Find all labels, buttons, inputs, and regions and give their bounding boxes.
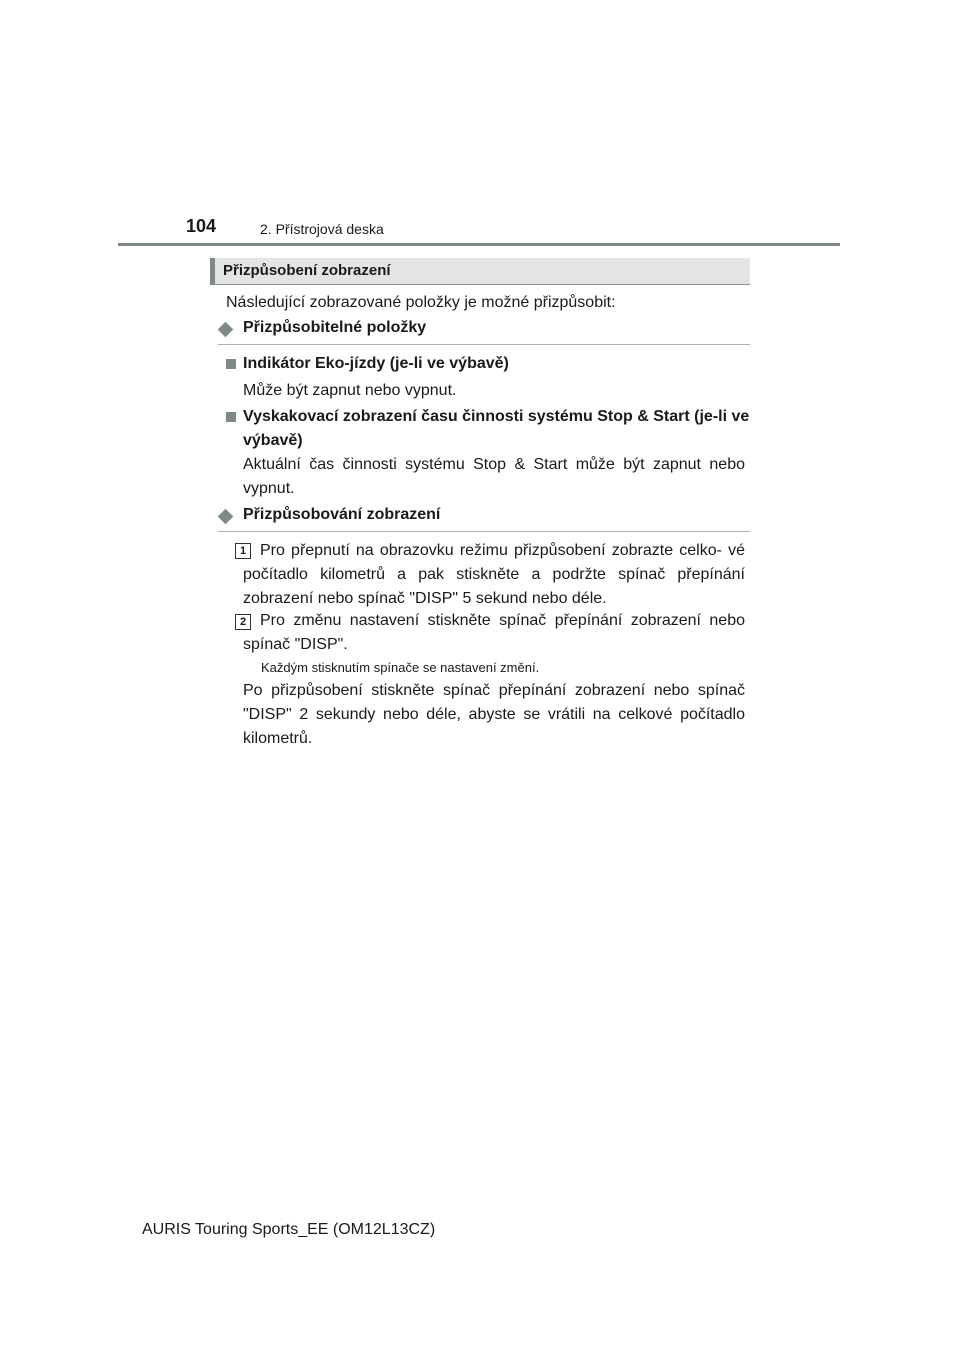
subheading-customizable-items [218,318,750,345]
subheading-customizing-display [218,505,750,532]
section-title-bar [210,258,750,285]
step-text-1: Pro přepnutí na obrazovku režimu přizpůsobení zobrazte celko- vé počítadlo kilometrů a pak stiskněte a podržte spínač přepínání zobrazení nebo spínač "DISP" 5 sekund nebo déle. [243,542,745,607]
square-bullet-icon [226,412,236,422]
square-bullet-icon [226,359,236,369]
item-heading-eco [226,352,750,376]
header-rule [118,243,840,246]
diamond-bullet-icon [218,509,234,525]
subheading-text: Přizpůsobitelné položky [243,319,427,336]
item-text-stop-start: Aktuální čas činnosti systému Stop & Start může být zapnut nebo vypnut. [243,456,745,497]
chapter-title: 2. Přístrojová deska [260,221,384,237]
step-number-2: 2 [235,614,251,630]
diamond-bullet-icon [218,322,234,338]
item-title: Vyskakovací zobrazení času činnosti systému Stop & Start (je-li ve výbavě) [243,408,750,449]
step-text-2: Pro změnu nastavení stiskněte spínač přepínání zobrazení nebo spínač "DISP". [243,612,745,653]
step-number-1: 1 [235,543,251,559]
section-intro: Následující zobrazované položky je možné přizpůsobit: [226,294,616,311]
closing-paragraph: Po přizpůsobení stiskněte spínač přepínání zobrazení nebo spínač "DISP" 2 sekundy nebo déle, abyste se vrátili na celkové počítadlo kilometrů. [243,682,745,747]
page-number: 104 [186,216,217,236]
section-title: Přizpůsobení zobrazení [223,262,391,279]
section-accent [210,258,215,284]
item-text-eco: Může být zapnut nebo vypnut. [243,382,457,399]
subheading-text: Přizpůsobování zobrazení [243,506,441,523]
footer-text: AURIS Touring Sports_EE (OM12L13CZ) [142,1221,436,1238]
item-heading-stop-start [226,405,750,453]
step-note: Každým stisknutím spínače se nastavení změní. [261,660,540,675]
item-title: Indikátor Eko-jízdy (je-li ve výbavě) [243,355,509,372]
